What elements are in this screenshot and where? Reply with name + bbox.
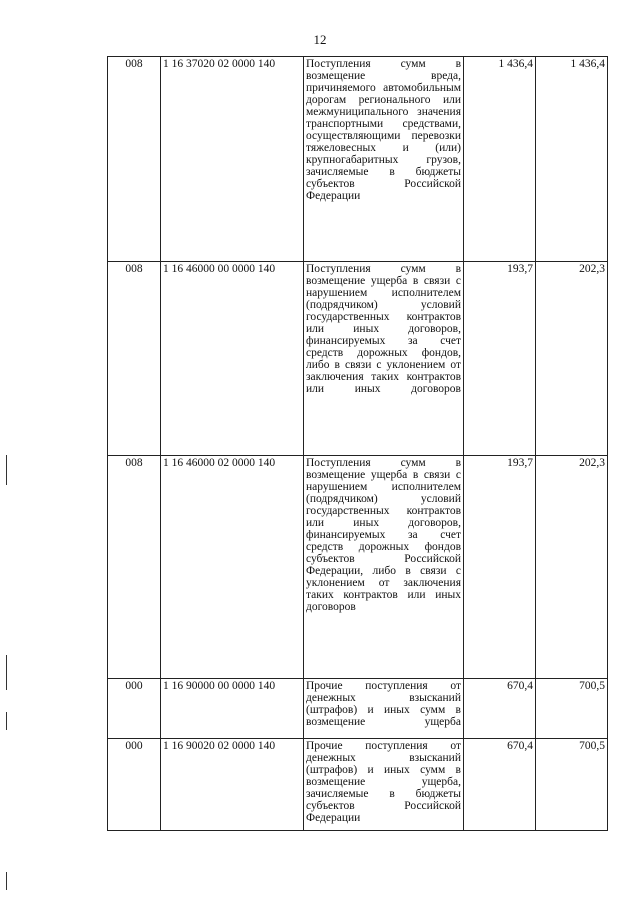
revenue-name-text: Поступления сумм в возмещение ущерба в связи с нарушением исполнителем (подрядчиком) условий государственных контрактов или иных договоров, финансируемых за счет средств дорожных фондов, либо в связи с уклонением от заключения таких контрактов или иных договоров [306, 263, 461, 395]
revenue-name-cell [304, 57, 464, 262]
scan-margin-mark [6, 872, 7, 890]
revenue-name-cell [304, 739, 464, 831]
table-row [108, 456, 608, 679]
revenue-name-text: Поступления сумм в возмещение вреда, причиняемого автомобильным дорогам регионального или межмуниципального значения транспортными средствами, осуществляющими перевозки тяжеловесных и (или) крупногабаритных грузов, зачисляемые в бюджеты субъектов Российской Федерации [306, 58, 461, 202]
value-year-2-cell: 1 436,4 [536, 57, 608, 262]
kbk-code-cell: 1 16 90020 02 0000 140 [161, 739, 304, 831]
revenue-name-text: Прочие поступления от денежных взысканий (штрафов) и иных сумм в возмещение ущерба [306, 680, 461, 728]
admin-code-cell: 008 [108, 456, 161, 679]
value-year-2-cell: 700,5 [536, 739, 608, 831]
admin-code-cell: 008 [108, 57, 161, 262]
scan-margin-mark [6, 455, 7, 485]
table-row [108, 739, 608, 831]
value-year-1-cell: 193,7 [464, 456, 536, 679]
table-row [108, 679, 608, 739]
scan-margin-mark [6, 655, 7, 690]
table-row [108, 57, 608, 262]
admin-code-cell: 008 [108, 262, 161, 456]
value-year-1-cell: 1 436,4 [464, 57, 536, 262]
kbk-code-cell: 1 16 46000 02 0000 140 [161, 456, 304, 679]
revenue-name-text: Поступления сумм в возмещение ущерба в связи с нарушением исполнителем (подрядчиком) условий государственных контрактов или иных договоров, финансируемых за счет средств дорожных фондов субъектов Российской Федерации, либо в связи с уклонением от заключения таких контрактов или иных договоров [306, 457, 461, 613]
kbk-code-cell: 1 16 46000 00 0000 140 [161, 262, 304, 456]
revenue-name-cell [304, 456, 464, 679]
kbk-code-cell: 1 16 37020 02 0000 140 [161, 57, 304, 262]
revenue-name-cell [304, 262, 464, 456]
admin-code-cell: 000 [108, 679, 161, 739]
revenue-table [107, 56, 608, 831]
value-year-1-cell: 193,7 [464, 262, 536, 456]
revenue-name-cell [304, 679, 464, 739]
value-year-2-cell: 700,5 [536, 679, 608, 739]
value-year-1-cell: 670,4 [464, 739, 536, 831]
value-year-2-cell: 202,3 [536, 262, 608, 456]
kbk-code-cell: 1 16 90000 00 0000 140 [161, 679, 304, 739]
admin-code-cell: 000 [108, 739, 161, 831]
scan-margin-mark [6, 712, 7, 730]
revenue-name-text: Прочие поступления от денежных взысканий (штрафов) и иных сумм в возмещение ущерба, зачисляемые в бюджеты субъектов Российской Федерации [306, 740, 461, 824]
page-number: 12 [313, 32, 327, 47]
table-row [108, 262, 608, 456]
value-year-1-cell: 670,4 [464, 679, 536, 739]
value-year-2-cell: 202,3 [536, 456, 608, 679]
